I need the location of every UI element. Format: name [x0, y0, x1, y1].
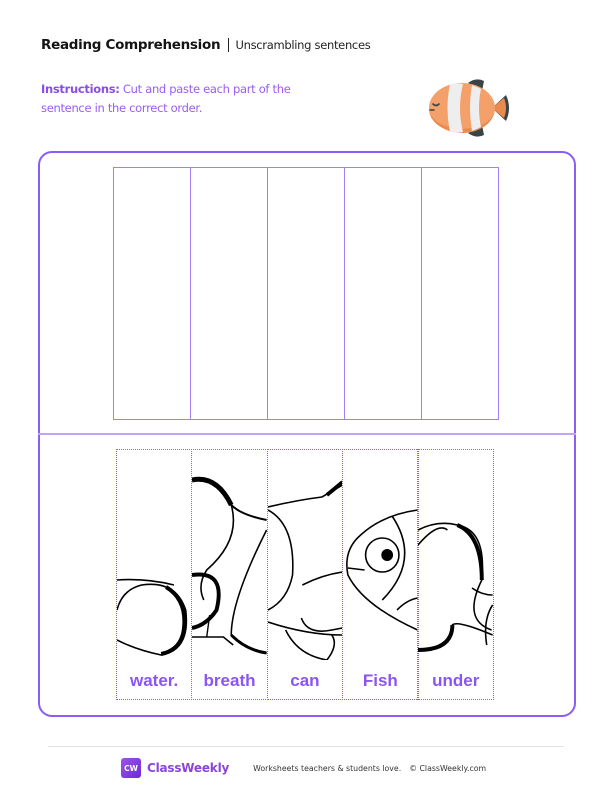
instructions-text: Cut and paste each part of the sentence in the correct order. [41, 82, 291, 115]
clownfish-icon [418, 77, 514, 139]
footer-divider [48, 746, 564, 747]
piece-word: breath [203, 671, 256, 690]
instructions-label: Instructions: [41, 82, 120, 96]
answer-box-4[interactable] [345, 168, 422, 419]
footer-copyright: © ClassWeekly.com [409, 763, 487, 773]
instructions [41, 80, 341, 118]
answer-grid [113, 167, 499, 420]
footer-tagline: Worksheets teachers & students love. [253, 763, 402, 773]
cut-out-pieces [117, 449, 494, 700]
piece-breath[interactable] [191, 449, 268, 700]
answer-box-3[interactable] [268, 168, 345, 419]
piece-word: Fish [362, 671, 398, 690]
classweekly-logo-icon: CW [121, 758, 141, 778]
piece-fish[interactable] [342, 449, 419, 700]
footer [121, 758, 486, 778]
section-divider [38, 433, 576, 435]
answer-box-1[interactable] [114, 168, 191, 419]
fish-head-fragment-icon [343, 450, 418, 660]
answer-box-2[interactable] [191, 168, 268, 419]
piece-can[interactable] [267, 449, 344, 700]
title-separator [228, 38, 229, 52]
fish-tail-fragment-icon [117, 450, 192, 660]
piece-word: can [290, 671, 320, 690]
piece-under[interactable] [417, 449, 494, 700]
fish-tail-fin-fragment-icon [192, 450, 267, 660]
worksheet-title: Reading Comprehension [41, 37, 221, 53]
fish-stripe-fragment-icon [418, 450, 493, 660]
worksheet-header [41, 37, 370, 53]
fish-body-fragment-icon [268, 450, 343, 660]
piece-word: under [432, 671, 480, 690]
piece-water[interactable] [116, 449, 193, 700]
answer-box-5[interactable] [422, 168, 498, 419]
footer-brand: ClassWeekly [147, 761, 230, 775]
piece-word: water. [130, 671, 179, 690]
worksheet-subtitle: Unscrambling sentences [235, 38, 371, 52]
